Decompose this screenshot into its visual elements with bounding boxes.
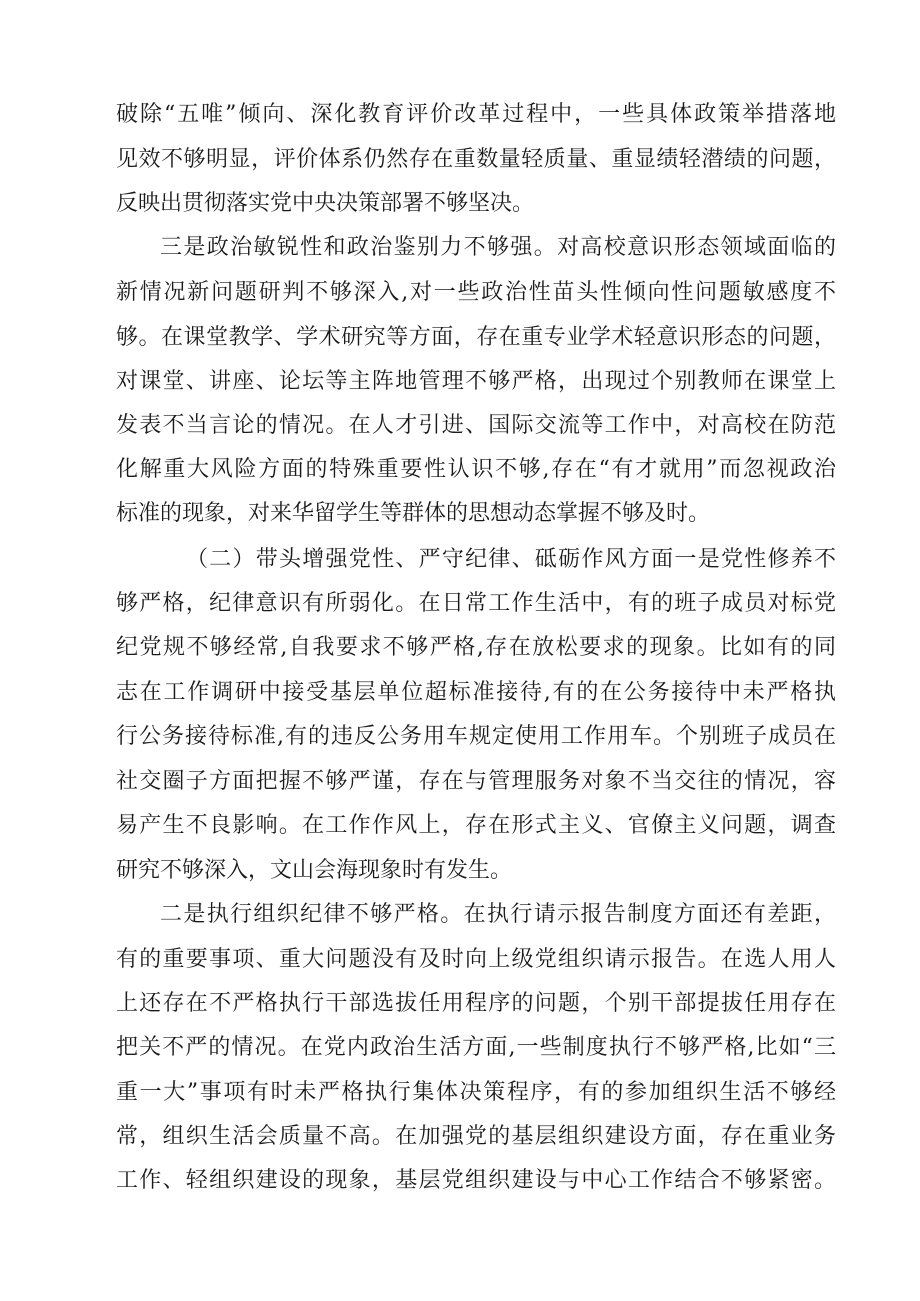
text-line: 志在工作调研中接受基层单位超标准接待,有的在公务接待中未严格执: [116, 680, 836, 705]
text-line: 上还存在不严格执行干部选拔任用程序的问题，个别干部提拔任用存在: [116, 991, 836, 1016]
paragraph-heading-line: 二是执行组织纪律不够严格。在执行请示报告制度方面还有差距，: [160, 902, 836, 927]
section-heading-line: （二）带头增强党性、严守纪律、砥砺作风方面一是党性修养不: [186, 547, 836, 572]
text-line: 标准的现象，对来华留学生等群体的思想动态掌握不够及时。: [116, 501, 711, 526]
paragraph-heading-line: 三是政治敏锐性和政治鉴别力不够强。对高校意识形态领域面临的: [160, 235, 836, 260]
text-line: 有的重要事项、重大问题没有及时向上级党组织请示报告。在选人用人: [116, 947, 836, 972]
text-line: 发表不当言论的情况。在人才引进、国际交流等工作中，对高校在防范: [116, 413, 836, 438]
text-line: 纪党规不够经常,自我要求不够严格,存在放松要求的现象。比如有的同: [116, 635, 836, 660]
text-line: 够严格，纪律意识有所弱化。在日常工作生活中，有的班子成员对标党: [116, 591, 836, 616]
text-line: 新情况新问题研判不够深入,对一些政治性苗头性倾向性问题敏感度不: [116, 280, 836, 305]
text-line: 常，组织生活会质量不高。在加强党的基层组织建设方面，存在重业务: [116, 1124, 836, 1149]
text-line: 化解重大风险方面的特殊重要性认识不够,存在“有才就用”而忽视政治: [116, 457, 836, 482]
text-line: 社交圈子方面把握不够严谨，存在与管理服务对象不当交往的情况，容: [116, 769, 836, 794]
text-line: 对课堂、讲座、论坛等主阵地管理不够严格，出现过个别教师在课堂上: [116, 369, 836, 394]
text-line: 重一大”事项有时未严格执行集体决策程序，有的参加组织生活不够经: [116, 1080, 836, 1105]
text-line: 反映出贯彻落实党中央决策部署不够坚决。: [116, 191, 535, 216]
text-line: 破除“五唯”倾向、深化教育评价改革过程中，一些具体政策举措落地: [116, 102, 836, 127]
text-line: 研究不够深入，文山会海现象时有发生。: [116, 858, 513, 883]
text-line: 见效不够明显，评价体系仍然存在重数量轻质量、重显绩轻潜绩的问题，: [116, 147, 836, 172]
text-line: 把关不严的情况。在党内政治生活方面,一些制度执行不够严格,比如“三: [116, 1035, 836, 1060]
text-line: 够。在课堂教学、学术研究等方面，存在重专业学术轻意识形态的问题，: [116, 325, 836, 350]
text-line: 行公务接待标准,有的违反公务用车规定使用工作用车。个别班子成员在: [116, 724, 836, 749]
text-line: 工作、轻组织建设的现象，基层党组织建设与中心工作结合不够紧密。: [116, 1168, 836, 1193]
text-line: 易产生不良影响。在工作作风上，存在形式主义、官僚主义问题，调查: [116, 813, 836, 838]
